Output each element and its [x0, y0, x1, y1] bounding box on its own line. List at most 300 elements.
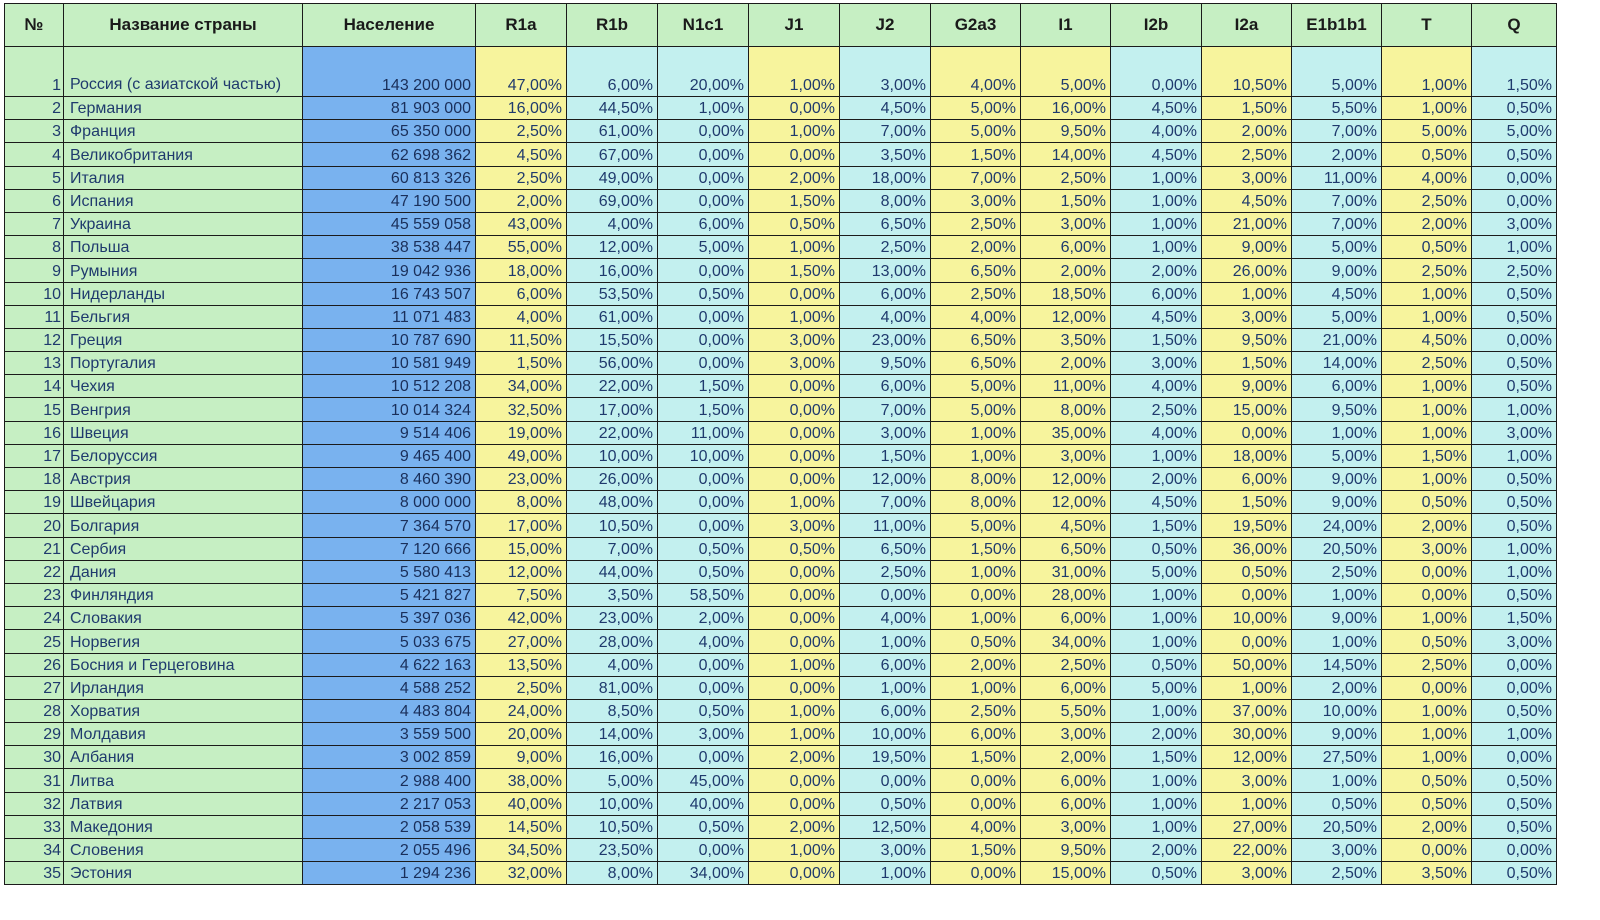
- country-name-cell: Швеция: [64, 421, 303, 444]
- i2b-percent-cell: 0,50%: [1111, 653, 1202, 676]
- i2b-percent-cell: 1,50%: [1111, 746, 1202, 769]
- q-percent-cell: 0,50%: [1472, 282, 1557, 305]
- t-percent-cell: 2,00%: [1382, 212, 1472, 235]
- g2a3-percent-cell: 4,00%: [931, 815, 1021, 838]
- i2b-percent-cell: 0,00%: [1111, 47, 1202, 97]
- g2a3-percent-cell: 2,50%: [931, 212, 1021, 235]
- i2b-percent-cell: 4,00%: [1111, 421, 1202, 444]
- row-number-cell: 6: [5, 189, 64, 212]
- population-cell: 47 190 500: [303, 189, 476, 212]
- t-percent-cell: 4,50%: [1382, 328, 1472, 351]
- r1b-percent-cell: 14,00%: [567, 723, 658, 746]
- q-percent-cell: 0,50%: [1472, 514, 1557, 537]
- t-percent-cell: 4,00%: [1382, 166, 1472, 189]
- g2a3-percent-cell: 1,00%: [931, 607, 1021, 630]
- row-number-cell: 29: [5, 723, 64, 746]
- g2a3-percent-cell: 0,00%: [931, 862, 1021, 885]
- population-cell: 2 988 400: [303, 769, 476, 792]
- g2a3-percent-cell: 7,00%: [931, 166, 1021, 189]
- e1b1b1-percent-cell: 2,50%: [1292, 862, 1382, 885]
- j2-percent-cell: 0,00%: [840, 769, 931, 792]
- i1-percent-cell: 3,00%: [1021, 723, 1111, 746]
- q-percent-cell: 0,00%: [1472, 839, 1557, 862]
- i2a-percent-cell: 2,50%: [1202, 143, 1292, 166]
- j2-percent-cell: 23,00%: [840, 328, 931, 351]
- col-j2-header: J2: [840, 4, 931, 47]
- g2a3-percent-cell: 6,50%: [931, 328, 1021, 351]
- g2a3-percent-cell: 1,00%: [931, 421, 1021, 444]
- i2b-percent-cell: 1,00%: [1111, 236, 1202, 259]
- e1b1b1-percent-cell: 21,00%: [1292, 328, 1382, 351]
- n1c1-percent-cell: 0,00%: [658, 352, 749, 375]
- i1-percent-cell: 11,00%: [1021, 375, 1111, 398]
- row-number-cell: 9: [5, 259, 64, 282]
- row-number-cell: 20: [5, 514, 64, 537]
- i1-percent-cell: 5,00%: [1021, 47, 1111, 97]
- i2a-percent-cell: 2,00%: [1202, 120, 1292, 143]
- population-cell: 10 787 690: [303, 328, 476, 351]
- i1-percent-cell: 28,00%: [1021, 583, 1111, 606]
- g2a3-percent-cell: 2,00%: [931, 236, 1021, 259]
- population-cell: 8 460 390: [303, 468, 476, 491]
- i2a-percent-cell: 9,50%: [1202, 328, 1292, 351]
- i2a-percent-cell: 1,00%: [1202, 282, 1292, 305]
- table-row: [5, 607, 1557, 630]
- r1a-percent-cell: 34,50%: [476, 839, 567, 862]
- r1a-percent-cell: 14,50%: [476, 815, 567, 838]
- table-body: [5, 47, 1557, 885]
- e1b1b1-percent-cell: 5,00%: [1292, 444, 1382, 467]
- population-cell: 81 903 000: [303, 97, 476, 120]
- country-name-cell: Ирландия: [64, 676, 303, 699]
- e1b1b1-percent-cell: 0,50%: [1292, 792, 1382, 815]
- country-name-cell: Болгария: [64, 514, 303, 537]
- row-number-cell: 11: [5, 305, 64, 328]
- country-name-cell: Россия (с азиатской частью): [64, 47, 303, 97]
- j1-percent-cell: 0,00%: [749, 560, 840, 583]
- country-name-cell: Македония: [64, 815, 303, 838]
- j2-percent-cell: 4,50%: [840, 97, 931, 120]
- row-number-cell: 27: [5, 676, 64, 699]
- i1-percent-cell: 12,00%: [1021, 468, 1111, 491]
- j1-percent-cell: 1,00%: [749, 699, 840, 722]
- population-cell: 4 588 252: [303, 676, 476, 699]
- e1b1b1-percent-cell: 11,00%: [1292, 166, 1382, 189]
- n1c1-percent-cell: 0,50%: [658, 699, 749, 722]
- e1b1b1-percent-cell: 10,00%: [1292, 699, 1382, 722]
- t-percent-cell: 0,50%: [1382, 143, 1472, 166]
- e1b1b1-percent-cell: 5,00%: [1292, 236, 1382, 259]
- t-percent-cell: 1,00%: [1382, 468, 1472, 491]
- e1b1b1-percent-cell: 9,00%: [1292, 468, 1382, 491]
- n1c1-percent-cell: 4,00%: [658, 630, 749, 653]
- q-percent-cell: 0,50%: [1472, 583, 1557, 606]
- j2-percent-cell: 2,50%: [840, 560, 931, 583]
- country-name-cell: Германия: [64, 97, 303, 120]
- table-row: [5, 421, 1557, 444]
- i2a-percent-cell: 19,50%: [1202, 514, 1292, 537]
- t-percent-cell: 1,00%: [1382, 699, 1472, 722]
- j2-percent-cell: 6,50%: [840, 212, 931, 235]
- i1-percent-cell: 2,50%: [1021, 166, 1111, 189]
- i2a-percent-cell: 3,00%: [1202, 166, 1292, 189]
- row-number-cell: 34: [5, 839, 64, 862]
- col-g2a3-header: G2a3: [931, 4, 1021, 47]
- j2-percent-cell: 11,00%: [840, 514, 931, 537]
- r1a-percent-cell: 8,00%: [476, 491, 567, 514]
- q-percent-cell: 0,50%: [1472, 491, 1557, 514]
- country-name-cell: Норвегия: [64, 630, 303, 653]
- t-percent-cell: 1,00%: [1382, 97, 1472, 120]
- g2a3-percent-cell: 1,00%: [931, 560, 1021, 583]
- country-name-cell: Украина: [64, 212, 303, 235]
- r1b-percent-cell: 28,00%: [567, 630, 658, 653]
- i2b-percent-cell: 1,00%: [1111, 792, 1202, 815]
- table-row: [5, 97, 1557, 120]
- population-cell: 10 581 949: [303, 352, 476, 375]
- e1b1b1-percent-cell: 6,00%: [1292, 375, 1382, 398]
- j1-percent-cell: 1,50%: [749, 259, 840, 282]
- col-q-header: Q: [1472, 4, 1557, 47]
- r1b-percent-cell: 69,00%: [567, 189, 658, 212]
- j1-percent-cell: 0,00%: [749, 769, 840, 792]
- q-percent-cell: 0,50%: [1472, 97, 1557, 120]
- r1a-percent-cell: 20,00%: [476, 723, 567, 746]
- table-row: [5, 352, 1557, 375]
- i1-percent-cell: 18,50%: [1021, 282, 1111, 305]
- q-percent-cell: 1,00%: [1472, 560, 1557, 583]
- t-percent-cell: 0,50%: [1382, 769, 1472, 792]
- population-cell: 4 622 163: [303, 653, 476, 676]
- r1b-percent-cell: 6,00%: [567, 47, 658, 97]
- row-number-cell: 4: [5, 143, 64, 166]
- j1-percent-cell: 1,50%: [749, 189, 840, 212]
- n1c1-percent-cell: 1,50%: [658, 398, 749, 421]
- country-name-cell: Молдавия: [64, 723, 303, 746]
- t-percent-cell: 2,50%: [1382, 352, 1472, 375]
- population-cell: 16 743 507: [303, 282, 476, 305]
- t-percent-cell: 0,00%: [1382, 583, 1472, 606]
- row-number-cell: 25: [5, 630, 64, 653]
- country-name-cell: Австрия: [64, 468, 303, 491]
- n1c1-percent-cell: 0,00%: [658, 143, 749, 166]
- country-name-cell: Швейцария: [64, 491, 303, 514]
- i2b-percent-cell: 1,00%: [1111, 444, 1202, 467]
- i2a-percent-cell: 10,50%: [1202, 47, 1292, 97]
- j2-percent-cell: 7,00%: [840, 398, 931, 421]
- j1-percent-cell: 3,00%: [749, 352, 840, 375]
- g2a3-percent-cell: 1,50%: [931, 746, 1021, 769]
- i2b-percent-cell: 1,00%: [1111, 630, 1202, 653]
- n1c1-percent-cell: 0,00%: [658, 468, 749, 491]
- j2-percent-cell: 1,00%: [840, 862, 931, 885]
- g2a3-percent-cell: 0,00%: [931, 583, 1021, 606]
- n1c1-percent-cell: 0,50%: [658, 537, 749, 560]
- n1c1-percent-cell: 0,00%: [658, 746, 749, 769]
- g2a3-percent-cell: 3,00%: [931, 189, 1021, 212]
- j1-percent-cell: 1,00%: [749, 839, 840, 862]
- row-number-cell: 8: [5, 236, 64, 259]
- i2b-percent-cell: 1,50%: [1111, 514, 1202, 537]
- col-population-header: Население: [303, 4, 476, 47]
- q-percent-cell: 0,00%: [1472, 328, 1557, 351]
- t-percent-cell: 3,00%: [1382, 537, 1472, 560]
- i1-percent-cell: 35,00%: [1021, 421, 1111, 444]
- j1-percent-cell: 0,00%: [749, 583, 840, 606]
- r1a-percent-cell: 40,00%: [476, 792, 567, 815]
- i2a-percent-cell: 9,00%: [1202, 236, 1292, 259]
- i1-percent-cell: 31,00%: [1021, 560, 1111, 583]
- country-name-cell: Нидерланды: [64, 282, 303, 305]
- r1a-percent-cell: 1,50%: [476, 352, 567, 375]
- j1-percent-cell: 1,00%: [749, 491, 840, 514]
- n1c1-percent-cell: 1,50%: [658, 375, 749, 398]
- r1b-percent-cell: 61,00%: [567, 120, 658, 143]
- table-row: [5, 305, 1557, 328]
- col-r1b-header: R1b: [567, 4, 658, 47]
- r1a-percent-cell: 9,00%: [476, 746, 567, 769]
- r1b-percent-cell: 7,00%: [567, 537, 658, 560]
- row-number-cell: 26: [5, 653, 64, 676]
- e1b1b1-percent-cell: 20,50%: [1292, 537, 1382, 560]
- t-percent-cell: 0,50%: [1382, 792, 1472, 815]
- g2a3-percent-cell: 6,00%: [931, 723, 1021, 746]
- e1b1b1-percent-cell: 1,00%: [1292, 630, 1382, 653]
- e1b1b1-percent-cell: 1,00%: [1292, 583, 1382, 606]
- n1c1-percent-cell: 34,00%: [658, 862, 749, 885]
- g2a3-percent-cell: 6,50%: [931, 352, 1021, 375]
- j2-percent-cell: 3,00%: [840, 47, 931, 97]
- i2b-percent-cell: 2,00%: [1111, 468, 1202, 491]
- i2b-percent-cell: 4,00%: [1111, 375, 1202, 398]
- table-row: [5, 560, 1557, 583]
- j2-percent-cell: 1,00%: [840, 630, 931, 653]
- j2-percent-cell: 6,50%: [840, 537, 931, 560]
- r1b-percent-cell: 4,00%: [567, 212, 658, 235]
- j1-percent-cell: 0,00%: [749, 282, 840, 305]
- i2a-percent-cell: 37,00%: [1202, 699, 1292, 722]
- g2a3-percent-cell: 0,00%: [931, 769, 1021, 792]
- j2-percent-cell: 3,00%: [840, 839, 931, 862]
- t-percent-cell: 2,50%: [1382, 653, 1472, 676]
- e1b1b1-percent-cell: 3,00%: [1292, 839, 1382, 862]
- e1b1b1-percent-cell: 2,00%: [1292, 143, 1382, 166]
- i2a-percent-cell: 6,00%: [1202, 468, 1292, 491]
- j1-percent-cell: 3,00%: [749, 328, 840, 351]
- r1a-percent-cell: 32,50%: [476, 398, 567, 421]
- i1-percent-cell: 12,00%: [1021, 305, 1111, 328]
- population-cell: 19 042 936: [303, 259, 476, 282]
- j2-percent-cell: 0,00%: [840, 583, 931, 606]
- i2b-percent-cell: 4,00%: [1111, 120, 1202, 143]
- i2a-percent-cell: 1,50%: [1202, 352, 1292, 375]
- country-name-cell: Албания: [64, 746, 303, 769]
- j1-percent-cell: 1,00%: [749, 723, 840, 746]
- i2b-percent-cell: 4,50%: [1111, 491, 1202, 514]
- q-percent-cell: 0,00%: [1472, 653, 1557, 676]
- row-number-cell: 35: [5, 862, 64, 885]
- table-row: [5, 282, 1557, 305]
- r1a-percent-cell: 49,00%: [476, 444, 567, 467]
- n1c1-percent-cell: 1,00%: [658, 97, 749, 120]
- population-cell: 38 538 447: [303, 236, 476, 259]
- i2a-percent-cell: 0,00%: [1202, 583, 1292, 606]
- q-percent-cell: 1,00%: [1472, 236, 1557, 259]
- r1b-percent-cell: 10,50%: [567, 815, 658, 838]
- r1b-percent-cell: 15,50%: [567, 328, 658, 351]
- g2a3-percent-cell: 2,50%: [931, 282, 1021, 305]
- i2a-percent-cell: 9,00%: [1202, 375, 1292, 398]
- country-name-cell: Польша: [64, 236, 303, 259]
- table-row: [5, 653, 1557, 676]
- j1-percent-cell: 1,00%: [749, 47, 840, 97]
- g2a3-percent-cell: 4,00%: [931, 305, 1021, 328]
- t-percent-cell: 0,00%: [1382, 839, 1472, 862]
- j2-percent-cell: 3,00%: [840, 421, 931, 444]
- g2a3-percent-cell: 2,00%: [931, 653, 1021, 676]
- t-percent-cell: 2,50%: [1382, 259, 1472, 282]
- t-percent-cell: 1,00%: [1382, 47, 1472, 97]
- row-number-cell: 31: [5, 769, 64, 792]
- t-percent-cell: 0,50%: [1382, 236, 1472, 259]
- population-cell: 3 002 859: [303, 746, 476, 769]
- country-name-cell: Испания: [64, 189, 303, 212]
- table-row: [5, 47, 1557, 97]
- col-i1-header: I1: [1021, 4, 1111, 47]
- e1b1b1-percent-cell: 20,50%: [1292, 815, 1382, 838]
- n1c1-percent-cell: 58,50%: [658, 583, 749, 606]
- i2b-percent-cell: 1,00%: [1111, 583, 1202, 606]
- j1-percent-cell: 1,00%: [749, 236, 840, 259]
- i1-percent-cell: 6,00%: [1021, 236, 1111, 259]
- j2-percent-cell: 10,00%: [840, 723, 931, 746]
- table-row: [5, 583, 1557, 606]
- row-number-cell: 1: [5, 47, 64, 97]
- r1a-percent-cell: 4,50%: [476, 143, 567, 166]
- r1b-percent-cell: 22,00%: [567, 375, 658, 398]
- q-percent-cell: 2,50%: [1472, 259, 1557, 282]
- n1c1-percent-cell: 0,00%: [658, 259, 749, 282]
- j2-percent-cell: 7,00%: [840, 120, 931, 143]
- j2-percent-cell: 1,50%: [840, 444, 931, 467]
- r1a-percent-cell: 23,00%: [476, 468, 567, 491]
- i2a-percent-cell: 3,00%: [1202, 862, 1292, 885]
- i1-percent-cell: 2,00%: [1021, 259, 1111, 282]
- j2-percent-cell: 6,00%: [840, 699, 931, 722]
- n1c1-percent-cell: 0,00%: [658, 676, 749, 699]
- country-name-cell: Италия: [64, 166, 303, 189]
- j2-percent-cell: 1,00%: [840, 676, 931, 699]
- i2a-percent-cell: 1,00%: [1202, 792, 1292, 815]
- t-percent-cell: 1,50%: [1382, 444, 1472, 467]
- row-number-cell: 32: [5, 792, 64, 815]
- col-e1b1b1-header: E1b1b1: [1292, 4, 1382, 47]
- n1c1-percent-cell: 6,00%: [658, 212, 749, 235]
- q-percent-cell: 0,00%: [1472, 166, 1557, 189]
- r1b-percent-cell: 3,50%: [567, 583, 658, 606]
- population-cell: 65 350 000: [303, 120, 476, 143]
- row-number-cell: 30: [5, 746, 64, 769]
- i1-percent-cell: 9,50%: [1021, 120, 1111, 143]
- n1c1-percent-cell: 0,00%: [658, 328, 749, 351]
- row-number-cell: 14: [5, 375, 64, 398]
- row-number-cell: 22: [5, 560, 64, 583]
- i2a-percent-cell: 1,50%: [1202, 491, 1292, 514]
- e1b1b1-percent-cell: 5,50%: [1292, 97, 1382, 120]
- col-j1-header: J1: [749, 4, 840, 47]
- r1a-percent-cell: 42,00%: [476, 607, 567, 630]
- i2b-percent-cell: 4,50%: [1111, 143, 1202, 166]
- row-number-cell: 33: [5, 815, 64, 838]
- r1b-percent-cell: 16,00%: [567, 746, 658, 769]
- i2b-percent-cell: 4,50%: [1111, 97, 1202, 120]
- r1a-percent-cell: 6,00%: [476, 282, 567, 305]
- table-row: [5, 699, 1557, 722]
- n1c1-percent-cell: 40,00%: [658, 792, 749, 815]
- r1a-percent-cell: 43,00%: [476, 212, 567, 235]
- i2a-percent-cell: 27,00%: [1202, 815, 1292, 838]
- i2b-percent-cell: 1,00%: [1111, 189, 1202, 212]
- e1b1b1-percent-cell: 9,00%: [1292, 723, 1382, 746]
- j1-percent-cell: 1,00%: [749, 120, 840, 143]
- j1-percent-cell: 0,00%: [749, 143, 840, 166]
- n1c1-percent-cell: 0,00%: [658, 653, 749, 676]
- col-t-header: T: [1382, 4, 1472, 47]
- r1b-percent-cell: 12,00%: [567, 236, 658, 259]
- e1b1b1-percent-cell: 1,00%: [1292, 769, 1382, 792]
- n1c1-percent-cell: 0,00%: [658, 166, 749, 189]
- e1b1b1-percent-cell: 4,50%: [1292, 282, 1382, 305]
- g2a3-percent-cell: 6,50%: [931, 259, 1021, 282]
- r1a-percent-cell: 12,00%: [476, 560, 567, 583]
- country-name-cell: Босния и Герцеговина: [64, 653, 303, 676]
- col-r1a-header: R1a: [476, 4, 567, 47]
- col-country-header: Название страны: [64, 4, 303, 47]
- i2b-percent-cell: 1,00%: [1111, 212, 1202, 235]
- j1-percent-cell: 0,00%: [749, 607, 840, 630]
- e1b1b1-percent-cell: 7,00%: [1292, 189, 1382, 212]
- g2a3-percent-cell: 5,00%: [931, 120, 1021, 143]
- row-number-cell: 12: [5, 328, 64, 351]
- table-row: [5, 676, 1557, 699]
- row-number-cell: 5: [5, 166, 64, 189]
- r1a-percent-cell: 34,00%: [476, 375, 567, 398]
- i2a-percent-cell: 50,00%: [1202, 653, 1292, 676]
- r1b-percent-cell: 10,50%: [567, 514, 658, 537]
- i2a-percent-cell: 3,00%: [1202, 769, 1292, 792]
- population-cell: 5 397 036: [303, 607, 476, 630]
- row-number-cell: 24: [5, 607, 64, 630]
- r1b-percent-cell: 56,00%: [567, 352, 658, 375]
- col-i2b-header: I2b: [1111, 4, 1202, 47]
- row-number-cell: 7: [5, 212, 64, 235]
- i1-percent-cell: 9,50%: [1021, 839, 1111, 862]
- i2b-percent-cell: 6,00%: [1111, 282, 1202, 305]
- r1b-percent-cell: 10,00%: [567, 792, 658, 815]
- j2-percent-cell: 4,00%: [840, 305, 931, 328]
- q-percent-cell: 0,50%: [1472, 352, 1557, 375]
- j1-percent-cell: 0,00%: [749, 444, 840, 467]
- g2a3-percent-cell: 5,00%: [931, 514, 1021, 537]
- t-percent-cell: 1,00%: [1382, 375, 1472, 398]
- table-row: [5, 259, 1557, 282]
- n1c1-percent-cell: 0,00%: [658, 120, 749, 143]
- r1b-percent-cell: 10,00%: [567, 444, 658, 467]
- j2-percent-cell: 0,50%: [840, 792, 931, 815]
- r1a-percent-cell: 38,00%: [476, 769, 567, 792]
- q-percent-cell: 0,50%: [1472, 375, 1557, 398]
- q-percent-cell: 0,00%: [1472, 676, 1557, 699]
